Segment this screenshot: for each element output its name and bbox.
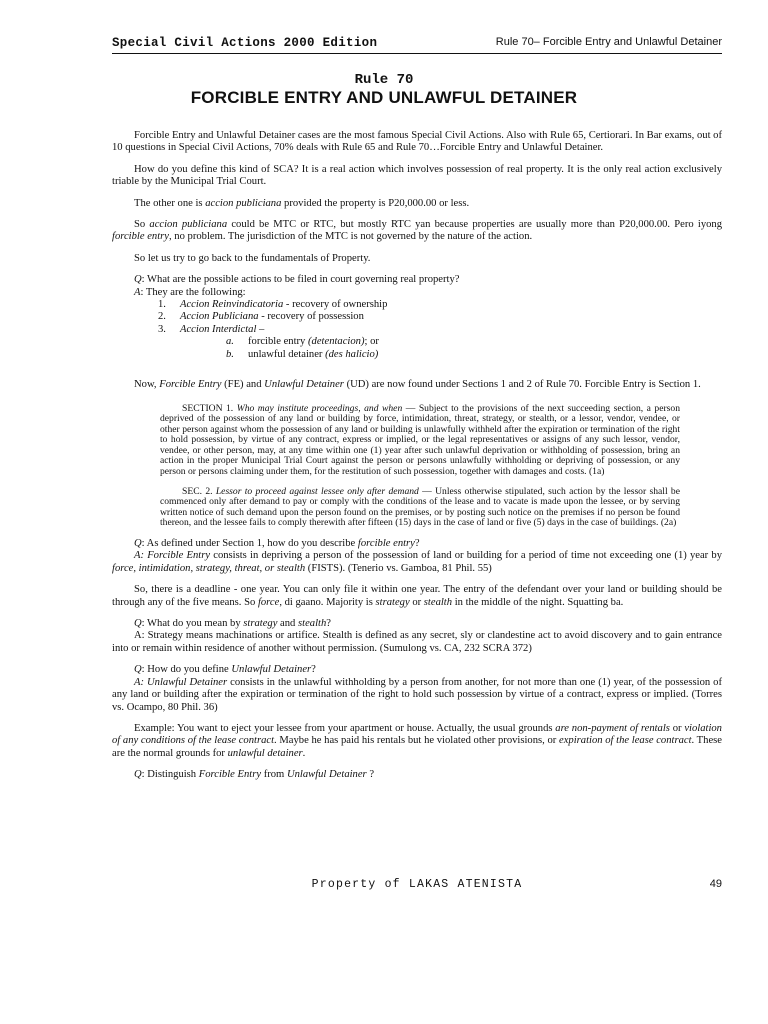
text: and (277, 618, 298, 630)
italic-text: violation of any conditions of the lease contract (112, 722, 722, 747)
italic-text: force (257, 596, 280, 608)
italic-text: Unlawful Detainer (264, 379, 344, 391)
text: , no problem. The jurisdiction of the MTC is not governed by the nature of the action. (168, 231, 533, 243)
italic-text: accion publiciana (205, 197, 282, 209)
text: provided the property is P20,000.00 or less. (281, 197, 470, 209)
header-chapter-title: Rule 70– Forcible Entry and Unlawful Detainer (495, 36, 722, 48)
text: Example: You want to eject your lessee from your apartment or house. Actually, the usual grounds (134, 722, 556, 734)
question (112, 664, 722, 676)
answer: A: Strategy means machinations or artifice. Stealth is defined as any secret, sly or clandestine act to avoid discovery and to gain entrance into or remain within residence of another without permission. (Sumulong vs. CA, 232 SCRA 372) (112, 630, 722, 654)
italic-text: Unlawful Detainer (231, 664, 312, 676)
header-book-title: Special Civil Actions 2000 Edition (112, 36, 378, 50)
text: ? (366, 769, 375, 781)
text: : How do you define (141, 664, 232, 676)
text: : What do you mean by (141, 618, 244, 630)
paragraph (112, 379, 722, 391)
list-item (112, 349, 722, 361)
text: — Subject to the provisions of the next succeeding section, a person deprived of the possession of any land or building by force, intimidation, threat, strategy, or stealth, or a lessor, vendor, vendee, or other person against whom the possession of any land or building is unlawfully withheld after the expiration or termination of the right to hold possession, by virtue of any contract, express or implied, or the legal representatives or assigns of any such lessor, vendor, vendee, or other person, may, at any time within one (1) year after such unlawful deprivation or withholding of possession, bring an action in the proper Municipal Trial Court against the person or persons unlawfully withholding or depriving of possession, or any person or persons claiming under them, for the restitution of such possession, together with damages and costs. (1a) (160, 402, 680, 478)
question-answer (112, 618, 722, 655)
text: consists in the unlawful withholding by a person from another, for not more than one (1) year, of the possession of any land or building after the expiration or termination of the right to hold such possession by virtue of a contract, express or implied. (Torres vs. Ocampo, 80 Phil. 36) (112, 676, 723, 713)
text: from (261, 769, 287, 781)
list-number: 2. (158, 311, 166, 323)
italic-text: accion publiciana (149, 219, 228, 231)
text: or (669, 722, 685, 734)
question (112, 274, 722, 286)
list-item (112, 299, 722, 311)
body-text (112, 130, 722, 782)
text: : Distinguish (141, 769, 199, 781)
text: (FE) and (221, 379, 265, 391)
italic-text: (detentacion) (308, 336, 365, 348)
text: SECTION 1. (182, 402, 237, 414)
text: Now, (134, 379, 160, 391)
footer-ownership: Property of LAKAS ATENISTA (311, 878, 523, 891)
text: ? (414, 538, 420, 550)
rule-number: Rule 70 (354, 72, 414, 88)
text: So (134, 219, 150, 231)
italic-text: are non-payment of rentals (555, 722, 670, 734)
page-footer (112, 878, 722, 894)
paragraph: Forcible Entry and Unlawful Detainer cases are the most famous Special Civil Actions. Also with Rule 65, Certiorari. In Bar exams, out of 10 questions in Special Civil Actions, 70% deals with Rule 65 and Rule 70…Forcible Entry and Unlawful Detainer. (112, 130, 722, 154)
italic-text: expiration of the lease contract (559, 735, 692, 747)
question-answer (112, 538, 722, 575)
text: So, there is a deadline - one year. You can only file it within one year. The entry of the defendant over your land or building should be through any of the five means. So (112, 584, 722, 608)
text: ? (326, 618, 331, 630)
italic-text: forcible entry (357, 538, 415, 550)
italic-text: Unlawful Detainer (286, 769, 367, 781)
q-label: Q (134, 618, 142, 630)
answer (112, 287, 722, 299)
page-title: FORCIBLE ENTRY AND UNLAWFUL DETAINER (190, 88, 578, 107)
text: – (256, 323, 265, 335)
text: in the middle of the night. Squatting ba. (452, 596, 624, 608)
list-item (112, 311, 722, 323)
list-letter: a. (226, 336, 234, 348)
italic-text: stealth (423, 596, 453, 608)
text: - recovery of ownership (283, 299, 388, 311)
section-2 (160, 487, 680, 529)
italic-text: (des halicio) (325, 348, 379, 360)
paragraph (112, 584, 722, 609)
text: SEC. 2. (182, 485, 216, 497)
header-divider (112, 53, 722, 54)
italic-text: : Forcible Entry (140, 550, 211, 562)
italic-text: Forcible Entry (198, 769, 262, 781)
question (112, 618, 722, 630)
a-label: A (134, 550, 141, 562)
paragraph (112, 723, 722, 760)
question-answer (112, 274, 722, 361)
text: ; or (364, 336, 379, 348)
actions-list (112, 299, 722, 336)
text: The other one is (134, 197, 206, 209)
section-1 (160, 404, 680, 478)
quoted-provisions (160, 404, 680, 530)
text: forcible entry (248, 336, 309, 348)
text: or (409, 596, 424, 608)
text: . (302, 747, 306, 759)
q-label: Q (134, 769, 142, 781)
paragraph: How do you define this kind of SCA? It is a real action which involves possession of real property. It is the only real action exclusively triable by the Municipal Trial Court. (112, 163, 722, 188)
text: . Maybe he has paid his rentals but he violated other provisions, or (274, 735, 559, 747)
text: unlawful detainer (248, 348, 326, 360)
italic-text: Forcible Entry (159, 379, 222, 391)
q-label: Q (134, 538, 142, 550)
q-label: Q (134, 274, 142, 286)
text: . These are the normal grounds for (112, 735, 722, 759)
page-number: 49 (709, 878, 722, 890)
question (112, 538, 722, 550)
italic-text: strategy (375, 596, 410, 608)
paragraph (112, 219, 722, 244)
italic-text: Lessor to proceed against lessee only after demand (215, 485, 419, 497)
question-answer (112, 769, 722, 781)
text: consists in depriving a person of the possession of land or building for a period of time not exceeding one (1) year by (210, 550, 723, 562)
text: , di gaano. Majority is (279, 596, 376, 608)
a-label: A (134, 286, 141, 298)
text: - recovery of possession (258, 311, 364, 323)
text: : As defined under Section 1, how do you describe (141, 538, 358, 550)
italic-text: Accion Publiciana (180, 311, 259, 323)
text: — Unless otherwise stipulated, such action by the lessor shall be commenced only after demand to pay or comply with the conditions of the lease and to vacate is made upon the lessee, or by serving written notice of such demand upon the person found on the premises, or by posting such notice on the premises if no person be found thereon, and the lessee fails to comply therewith after fifteen (15) days in the case of land or five (5) days in the case of buildings. (2a) (160, 485, 680, 529)
text: : They are the following: (140, 286, 246, 298)
list-number: 3. (158, 323, 166, 335)
answer (112, 550, 722, 575)
text: : What are the possible actions to be filed in court governing real property? (141, 274, 460, 286)
italic-text: Who may institute proceedings, and when (236, 402, 403, 414)
list-item (112, 336, 722, 348)
italic-text: Accion Reinvindicatoria (180, 299, 284, 311)
italic-text: strategy (243, 618, 278, 630)
list-number: 1. (158, 299, 166, 311)
a-label: A (134, 676, 141, 688)
running-header (112, 36, 722, 52)
text: (UD) are now found under Sections 1 and 2 of Rule 70. Forcible Entry is Section 1. (343, 379, 701, 391)
list-letter: b. (226, 348, 234, 360)
italic-text: force, intimidation, strategy, threat, or stealth (112, 562, 306, 574)
paragraph: So let us try to go back to the fundamentals of Property. (134, 252, 371, 264)
italic-text: stealth (298, 618, 327, 630)
question (112, 769, 722, 781)
italic-text: : Unlawful Detainer (140, 676, 228, 688)
q-label: Q (134, 664, 142, 676)
italic-text: Accion Interdictal (180, 323, 257, 335)
paragraph (112, 198, 722, 210)
text: ? (311, 664, 316, 676)
sub-list (112, 336, 722, 361)
text: (FISTS). (Tenerio vs. Gamboa, 81 Phil. 55) (305, 562, 492, 574)
answer (112, 677, 722, 714)
list-item (112, 324, 722, 336)
italic-text: unlawful detainer (227, 747, 303, 759)
text: could be MTC or RTC, but mostly RTC yan because properties are usually more than P20,000.00. Pero iyong (227, 219, 723, 231)
question-answer (112, 664, 722, 714)
italic-text: forcible entry (112, 231, 169, 243)
